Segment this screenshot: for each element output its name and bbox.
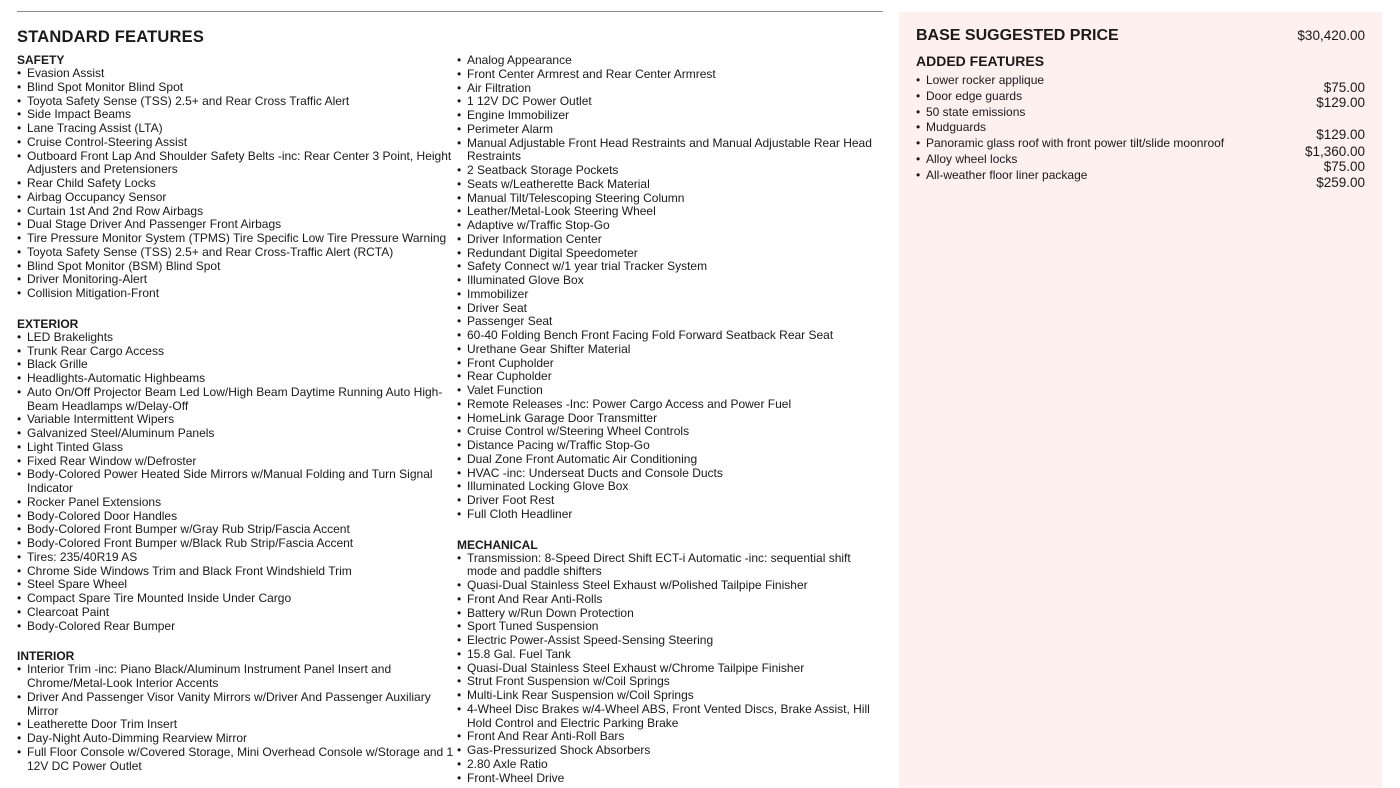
feature-item: • Driver Information Center — [457, 233, 877, 247]
feature-item: • Galvanized Steel/Aluminum Panels — [17, 427, 457, 441]
feature-item: • Urethane Gear Shifter Material — [457, 343, 877, 357]
feature-item: • Side Impact Beams — [17, 108, 457, 122]
added-feature-name: Mudguards — [926, 120, 987, 134]
feature-item: • Electric Power-Assist Speed-Sensing Steering — [457, 634, 877, 648]
feature-item: • Remote Releases -Inc: Power Cargo Access and Power Fuel — [457, 398, 877, 412]
feature-item: • Blind Spot Monitor (BSM) Blind Spot — [17, 260, 457, 274]
feature-item: • Dual Zone Front Automatic Air Conditioning — [457, 453, 877, 467]
feature-item: • Battery w/Run Down Protection — [457, 607, 877, 621]
pricing-panel — [899, 12, 1382, 788]
feature-item: • Blind Spot Monitor Blind Spot — [17, 81, 457, 95]
feature-item: • Manual Tilt/Telescoping Steering Column — [457, 192, 877, 206]
added-feature-item — [916, 120, 1365, 142]
mechanical-list — [457, 552, 877, 786]
section-title-mechanical: MECHANICAL — [457, 537, 538, 552]
section-title-interior: INTERIOR — [17, 649, 75, 664]
feature-item: • Engine Immobilizer — [457, 109, 877, 123]
feature-item: • Valet Function — [457, 384, 877, 398]
feature-item: • 15.8 Gal. Fuel Tank — [457, 648, 877, 662]
feature-item: • LED Brakelights — [17, 331, 457, 345]
feature-item: • Curtain 1st And 2nd Row Airbags — [17, 205, 457, 219]
feature-item: • Immobilizer — [457, 288, 877, 302]
feature-item: • Body-Colored Front Bumper w/Gray Rub Strip/Fascia Accent — [17, 523, 457, 537]
feature-item: • Driver Seat — [457, 302, 877, 316]
feature-item: • Driver And Passenger Visor Vanity Mirrors w/Driver And Passenger Auxiliary Mirror — [17, 691, 457, 719]
feature-item: • Variable Intermittent Wipers — [17, 413, 457, 427]
interior-list-continued — [457, 54, 877, 522]
feature-item: • Clearcoat Paint — [17, 606, 457, 620]
feature-item: • 4-Wheel Disc Brakes w/4-Wheel ABS, Front Vented Discs, Brake Assist, Hill Hold Control and Electric Parking Brake — [457, 703, 877, 731]
feature-item: • Full Cloth Headliner — [457, 508, 877, 522]
added-feature-name: Panoramic glass roof with front power tilt/slide moonroof — [926, 136, 1225, 150]
added-feature-price: $259.00 — [1316, 175, 1365, 190]
feature-item: • Adaptive w/Traffic Stop-Go — [457, 219, 877, 233]
feature-item: • Illuminated Locking Glove Box — [457, 480, 877, 494]
feature-item: • Collision Mitigation-Front — [17, 287, 457, 301]
feature-item: • Safety Connect w/1 year trial Tracker System — [457, 260, 877, 274]
feature-item: • Airbag Occupancy Sensor — [17, 191, 457, 205]
feature-item: • Toyota Safety Sense (TSS) 2.5+ and Rear Cross Traffic Alert — [17, 95, 457, 109]
feature-item: • Chrome Side Windows Trim and Black Front Windshield Trim — [17, 565, 457, 579]
feature-item: • Manual Adjustable Front Head Restraints and Manual Adjustable Rear Head Restraints — [457, 137, 877, 165]
feature-item: • Leather/Metal-Look Steering Wheel — [457, 205, 877, 219]
feature-item: • Perimeter Alarm — [457, 123, 877, 137]
added-feature-item — [916, 152, 1365, 174]
feature-item: • Compact Spare Tire Mounted Inside Under Cargo — [17, 592, 457, 606]
section-title-safety: SAFETY — [17, 53, 65, 67]
exterior-list — [17, 331, 457, 634]
feature-item: • Analog Appearance — [457, 54, 877, 68]
added-feature-name: Alloy wheel locks — [926, 152, 1018, 166]
added-feature-item — [916, 168, 1365, 190]
added-feature-name: 50 state emissions — [926, 105, 1026, 119]
added-feature-item — [916, 73, 1365, 95]
feature-item: • 1 12V DC Power Outlet — [457, 95, 877, 109]
feature-item: • Gas-Pressurized Shock Absorbers — [457, 744, 877, 758]
feature-item: • Body-Colored Door Handles — [17, 510, 457, 524]
feature-item: • Quasi-Dual Stainless Steel Exhaust w/Polished Tailpipe Finisher — [457, 579, 877, 593]
feature-item: • 2.80 Axle Ratio — [457, 758, 877, 772]
feature-item: • Day-Night Auto-Dimming Rearview Mirror — [17, 732, 457, 746]
feature-item: • Evasion Assist — [17, 67, 457, 81]
feature-item: • Toyota Safety Sense (TSS) 2.5+ and Rear Cross-Traffic Alert (RCTA) — [17, 246, 457, 260]
feature-item: • Rear Cupholder — [457, 370, 877, 384]
feature-item: • Transmission: 8-Speed Direct Shift ECT-i Automatic -inc: sequential shift mode and paddle shifters — [457, 552, 877, 580]
feature-item: • Body-Colored Front Bumper w/Black Rub Strip/Fascia Accent — [17, 537, 457, 551]
added-feature-name: Door edge guards — [926, 89, 1023, 103]
added-feature-price: $1,360.00 — [1304, 144, 1365, 159]
base-price-label: BASE SUGGESTED PRICE — [916, 27, 1119, 44]
feature-item: • Quasi-Dual Stainless Steel Exhaust w/Chrome Tailpipe Finisher — [457, 662, 877, 676]
standard-features-column-left — [17, 27, 457, 773]
feature-item: • Cruise Control-Steering Assist — [17, 136, 457, 150]
feature-item: • Air Filtration — [457, 82, 877, 96]
feature-item: • Full Floor Console w/Covered Storage, Mini Overhead Console w/Storage and 1 12V DC Power Outlet — [17, 746, 457, 774]
feature-item: • Body-Colored Rear Bumper — [17, 620, 457, 634]
interior-list — [17, 663, 457, 773]
feature-item: • Tires: 235/40R19 AS — [17, 551, 457, 565]
feature-item: • Front And Rear Anti-Rolls — [457, 593, 877, 607]
feature-item: • Sport Tuned Suspension — [457, 620, 877, 634]
added-feature-price: $75.00 — [1323, 159, 1365, 174]
feature-item: • Passenger Seat — [457, 315, 877, 329]
feature-item: • Redundant Digital Speedometer — [457, 247, 877, 261]
feature-item: • Light Tinted Glass — [17, 441, 457, 455]
feature-item: • Seats w/Leatherette Back Material — [457, 178, 877, 192]
feature-item: • Illuminated Glove Box — [457, 274, 877, 288]
added-features-title: ADDED FEATURES — [916, 53, 1045, 69]
feature-item: • Front Cupholder — [457, 357, 877, 371]
added-feature-price: $129.00 — [1316, 95, 1365, 110]
feature-item: • Interior Trim -inc: Piano Black/Aluminum Instrument Panel Insert and Chrome/Metal-Look Interior Accents — [17, 663, 457, 691]
feature-item: • Strut Front Suspension w/Coil Springs — [457, 675, 877, 689]
feature-item: • HVAC -inc: Underseat Ducts and Console Ducts — [457, 467, 877, 481]
standard-features-title: STANDARD FEATURES — [17, 28, 205, 46]
feature-item: • Cruise Control w/Steering Wheel Controls — [457, 425, 877, 439]
feature-item: • Driver Monitoring-Alert — [17, 273, 457, 287]
added-feature-item — [916, 89, 1365, 110]
base-price-row — [916, 27, 1365, 47]
section-title-exterior: EXTERIOR — [17, 316, 79, 331]
added-feature-name: Lower rocker applique — [926, 73, 1045, 87]
feature-item: • HomeLink Garage Door Transmitter — [457, 412, 877, 426]
feature-item: • Outboard Front Lap And Shoulder Safety Belts -inc: Rear Center 3 Point, Height Adjusters and Pretensioners — [17, 150, 457, 178]
feature-item: • Tire Pressure Monitor System (TPMS) Tire Specific Low Tire Pressure Warning — [17, 232, 457, 246]
feature-item: • Multi-Link Rear Suspension w/Coil Springs — [457, 689, 877, 703]
feature-item: • Fixed Rear Window w/Defroster — [17, 455, 457, 469]
feature-item: • Leatherette Door Trim Insert — [17, 718, 457, 732]
added-feature-price: $75.00 — [1323, 80, 1365, 95]
feature-item: • Front And Rear Anti-Roll Bars — [457, 730, 877, 744]
safety-list — [17, 67, 457, 301]
feature-item: • Steel Spare Wheel — [17, 578, 457, 592]
feature-item: • Front Center Armrest and Rear Center Armrest — [457, 68, 877, 82]
feature-item: • Trunk Rear Cargo Access — [17, 345, 457, 359]
added-feature-item — [916, 105, 1365, 119]
feature-item: • Distance Pacing w/Traffic Stop-Go — [457, 439, 877, 453]
feature-item: • Body-Colored Power Heated Side Mirrors w/Manual Folding and Turn Signal Indicator — [17, 468, 457, 496]
added-feature-name: All-weather floor liner package — [926, 168, 1088, 182]
feature-item: • Rocker Panel Extensions — [17, 496, 457, 510]
feature-item: • Driver Foot Rest — [457, 494, 877, 508]
feature-item: • Dual Stage Driver And Passenger Front Airbags — [17, 218, 457, 232]
feature-item: • 2 Seatback Storage Pockets — [457, 164, 877, 178]
added-feature-price: $129.00 — [1316, 127, 1365, 142]
feature-item: • 60-40 Folding Bench Front Facing Fold Forward Seatback Rear Seat — [457, 329, 877, 343]
top-divider — [17, 11, 883, 12]
feature-item: • Headlights-Automatic Highbeams — [17, 372, 457, 386]
feature-item: • Rear Child Safety Locks — [17, 177, 457, 191]
base-price-value: $30,420.00 — [1297, 28, 1365, 43]
feature-item: • Lane Tracing Assist (LTA) — [17, 122, 457, 136]
standard-features-column-middle — [457, 54, 877, 785]
feature-item: • Front-Wheel Drive — [457, 772, 877, 786]
feature-item: • Auto On/Off Projector Beam Led Low/High Beam Daytime Running Auto High-Beam Headlamps w/Delay-Off — [17, 386, 457, 414]
feature-item: • Black Grille — [17, 358, 457, 372]
